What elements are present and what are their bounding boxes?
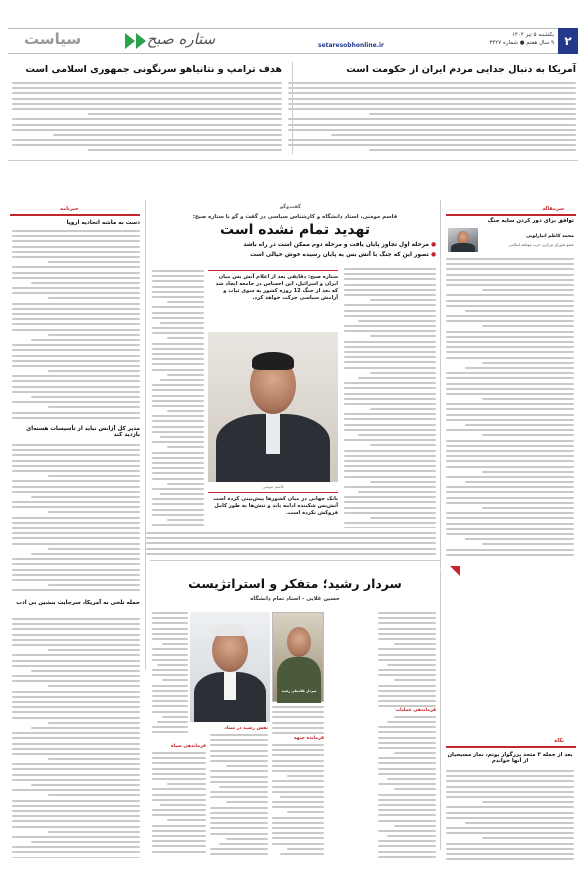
- view-body: [446, 770, 574, 862]
- interview-tag: گفت‌وگو: [280, 204, 301, 210]
- bullet-1-text: مرحله اول تجاوز پایان یافت و مرحله دوم ممکن است در راه باشد: [243, 242, 429, 248]
- column-divider: [145, 200, 146, 670]
- commander-portrait: [272, 612, 324, 702]
- editorial-rule: [446, 214, 576, 216]
- interview-pull-quote-1: ستاره صبح: دقایقی بعد از اعلام آتش بس میان ایران و اسرائیل، این احساس در جامعه ایجاد شد که بعد از جنگ 12 روزه کشور به سوی ثبات و آرامش سیاسی حرکت خواهد کرد.: [208, 270, 338, 302]
- author-photo: [448, 228, 478, 252]
- view-rule: [446, 746, 576, 748]
- editorial-author: محمد کاظم انبارلویی: [526, 234, 574, 239]
- interview-body-col-1: [344, 268, 436, 528]
- page-number-badge: ۲: [558, 28, 578, 54]
- brief-1-title[interactable]: دست به ماشه اتحادیه اروپا: [66, 220, 140, 226]
- bottom-body-col-4b: [152, 752, 206, 862]
- bullet-2-text: تصور این که جنگ با آتش بس به پایان رسیده خوش خیالی است: [250, 252, 429, 258]
- subhead-2: فرماندهی عملیات: [378, 708, 436, 713]
- newspaper-logo: ستاره صبح: [146, 30, 216, 48]
- top-left-body: [12, 82, 282, 154]
- bottom-byline: حسین علایی - استاد تمام دانشگاه: [250, 596, 340, 602]
- bottom-body-col-2b: [272, 744, 324, 862]
- date-line-2: ۹ سال هفتم ● شماره ۳۴۲۷: [489, 40, 554, 46]
- brief-3-title[interactable]: حمله تلخی به آمریکا، سرجایت بنشین بی ادب: [16, 600, 140, 606]
- editorial-tag: سرمقاله: [542, 206, 564, 212]
- section-divider: [150, 560, 440, 561]
- bottom-body-col-1: [378, 612, 436, 862]
- site-url[interactable]: setaresobhonline.ir: [318, 42, 384, 49]
- editorial-author-role: عضو شورای مرکزی حزب موتلفه اسلامی: [508, 242, 574, 247]
- author-portrait: [190, 612, 270, 722]
- interview-body-tail: [146, 532, 436, 556]
- column-divider: [292, 62, 293, 154]
- briefs-rule: [10, 214, 140, 216]
- note-tag: یادداشت: [432, 568, 447, 572]
- interview-pull-quote-2: بانک جهانی در میان کشورها پیش‌بینی کرده است آتش‌بس شکننده ادامه یابد و تنش‌ها به طور کامل فروکش نکرده است.: [208, 492, 338, 517]
- bottom-body-col-4a: [152, 612, 188, 742]
- portrait-caption: سردار غلامعلی رشید: [281, 689, 317, 693]
- interview-bullet-1: ● مرحله اول تجاوز پایان یافت و مرحله دوم ممکن است در راه باشد: [243, 242, 436, 248]
- bottom-body-col-3: [210, 734, 268, 862]
- top-right-body: [288, 82, 576, 154]
- date-line-1: یکشنبه ۵ تیر ۱۴۰۴: [511, 32, 554, 38]
- view-title[interactable]: بعد از حمله ۳ متحد بزرگوار پوتم، نماز مسیحیان از آنها خواندم: [447, 752, 573, 764]
- brief-2-title[interactable]: مدیر کل آژانس نباید از تأسیسات هسته‌ای بازدید کند: [26, 426, 140, 438]
- subhead-3: نقش رشید در ستاد: [224, 726, 268, 731]
- editorial-body: [446, 258, 574, 558]
- section-title: سیاست: [24, 30, 82, 48]
- bottom-headline[interactable]: سردار رشید؛ متفکر و استراتژیست: [188, 576, 402, 591]
- editorial-title[interactable]: توافق برای دور کردن سایه جنگ: [487, 218, 574, 224]
- interviewee-photo-caption: قاسم مومنی: [262, 484, 284, 489]
- brief-2-body: [12, 444, 140, 594]
- interview-bullet-2: ● تصور این که جنگ با آتش بس به پایان رسیده خوش خیالی است: [250, 252, 436, 258]
- brief-3-body: [12, 618, 140, 858]
- view-tag: نگاه: [554, 738, 564, 744]
- top-left-headline[interactable]: هدف ترامپ و نتانیاهو سرنگونی جمهوری اسلامی است: [25, 64, 282, 75]
- subhead-4: فرمانده جبهه: [293, 736, 324, 741]
- briefs-tag: خبرنامه: [60, 206, 79, 212]
- top-right-headline[interactable]: آمریکا به دنبال جدایی مردم ایران از حکومت است: [346, 64, 576, 75]
- column-divider: [440, 200, 441, 850]
- interview-body-col-3: [152, 270, 204, 530]
- bottom-body-col-2a: [272, 706, 324, 736]
- interviewee-photo: [208, 332, 338, 482]
- arrows-icon: [120, 33, 146, 49]
- corner-flag-icon: [450, 566, 460, 576]
- section-divider: [8, 160, 578, 161]
- subhead-1: فرماندهی سپاه: [170, 744, 206, 749]
- issue-date: [454, 31, 554, 47]
- interview-kicker: قاسم مومنی، استاد دانشگاه و کارشناس سیاسی در گفت و گو با ستاره صبح:: [192, 214, 398, 220]
- interview-headline[interactable]: تهدید تمام نشده است: [220, 222, 370, 238]
- brief-1-body: [12, 230, 140, 420]
